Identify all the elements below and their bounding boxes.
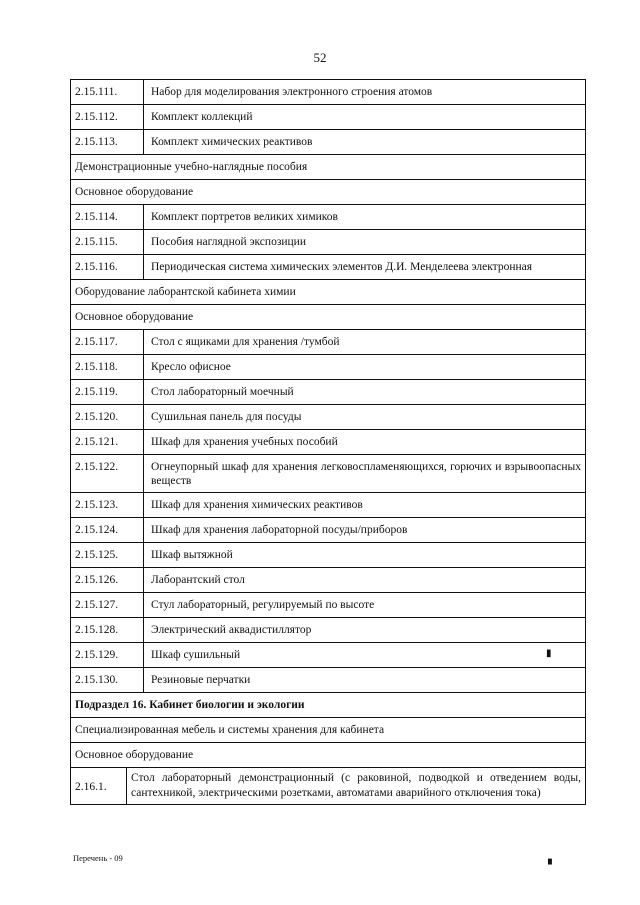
item-description: Лаборантский стол [151, 574, 245, 586]
section-heading: Основное оборудование [75, 749, 194, 761]
item-description: Комплект коллекций [151, 111, 253, 123]
item-code: 2.15.117. [71, 330, 144, 354]
table-row [71, 355, 585, 380]
item-code: 2.15.121. [71, 430, 144, 454]
subsection-heading-row [71, 693, 585, 718]
item-description: Огнеупорный шкаф для хранения легковоспламеняющихся, горючих и взрывоопасных веществ [151, 461, 581, 487]
item-code: 2.15.111. [71, 80, 144, 104]
item-description: Шкаф вытяжной [151, 549, 233, 561]
item-description: Комплект химических реактивов [151, 136, 313, 148]
section-heading: Основное оборудование [75, 186, 194, 198]
table-row [71, 405, 585, 430]
item-description: Шкаф для хранения лабораторной посуды/приборов [151, 524, 408, 536]
item-code: 2.15.114. [71, 205, 144, 229]
item-description: Электрический аквадистиллятор [151, 624, 312, 636]
item-code: 2.15.129. [71, 643, 144, 667]
table-row [71, 430, 585, 455]
subsection-heading: Подраздел 16. Кабинет биологии и экологии [75, 699, 305, 711]
table-row [71, 380, 585, 405]
table-row [71, 618, 585, 643]
item-code: 2.15.118. [71, 355, 144, 379]
section-heading-row [71, 305, 585, 330]
item-code: 2.15.120. [71, 405, 144, 429]
footer-label: Перечень - 09 [73, 853, 123, 863]
item-description: Стул лабораторный, регулируемый по высоте [151, 599, 375, 611]
table-row [71, 455, 585, 493]
item-description: Шкаф для хранения химических реактивов [151, 499, 363, 511]
item-code: 2.15.130. [71, 668, 144, 692]
table-row [71, 255, 585, 280]
item-code: 2.15.125. [71, 543, 144, 567]
section-heading-row [71, 280, 585, 305]
table-row [71, 205, 585, 230]
item-code: 2.15.112. [71, 105, 144, 129]
table-row [71, 518, 585, 543]
section-heading: Демонстрационные учебно-наглядные пособия [75, 161, 308, 173]
item-description: Пособия наглядной экспозиции [151, 236, 306, 248]
item-code: 2.15.127. [71, 593, 144, 617]
item-code: 2.16.1. [71, 768, 127, 804]
item-description: Периодическая система химических элементов Д.И. Менделеева электронная [151, 261, 533, 273]
section-heading: Специализированная мебель и системы хранения для кабинета [75, 724, 385, 736]
item-code: 2.15.124. [71, 518, 144, 542]
page-number: 52 [313, 50, 327, 65]
item-description: Набор для моделирования электронного строения атомов [151, 86, 433, 98]
table-row [71, 80, 585, 105]
section-heading-row [71, 743, 585, 768]
item-code: 2.15.128. [71, 618, 144, 642]
item-code: 2.15.115. [71, 230, 144, 254]
table-row [71, 493, 585, 518]
section-heading-row [71, 180, 585, 205]
item-description: Шкаф сушильный [151, 649, 241, 661]
item-description: Стол лабораторный демонстрационный (с раковиной, подводкой и отведением воды, сантехникой, электрическими розетками, автоматами аварийного отключения тока) [131, 772, 581, 799]
item-description: Стол с ящиками для хранения /тумбой [151, 336, 340, 348]
section-heading-row [71, 155, 585, 180]
table-row [71, 230, 585, 255]
table-row [71, 130, 585, 155]
item-code: 2.15.119. [71, 380, 144, 404]
item-description: Комплект портретов великих химиков [151, 211, 338, 223]
section-heading: Основное оборудование [75, 311, 194, 323]
item-code: 2.15.116. [71, 255, 144, 279]
item-code: 2.15.126. [71, 568, 144, 592]
table-row [71, 105, 585, 130]
item-description: Резиновые перчатки [151, 674, 251, 686]
table-row [71, 768, 585, 805]
item-code: 2.15.113. [71, 130, 144, 154]
section-heading: Оборудование лаборантской кабинета химии [75, 286, 296, 298]
item-description: Сушильная панель для посуды [151, 411, 302, 423]
item-description: Кресло офисное [151, 361, 231, 373]
item-code: 2.15.122. [71, 455, 144, 492]
table-row [71, 568, 585, 593]
table-row [71, 543, 585, 568]
item-description: Стол лабораторный моечный [151, 386, 294, 398]
equipment-table [70, 79, 586, 805]
table-row [71, 593, 585, 618]
item-code: 2.15.123. [71, 493, 144, 517]
section-heading-row [71, 718, 585, 743]
table-row [71, 330, 585, 355]
scan-mark: ▮ [546, 648, 552, 659]
table-row [71, 668, 585, 693]
table-row [71, 643, 585, 668]
scan-mark: ▘ [548, 860, 556, 871]
item-description: Шкаф для хранения учебных пособий [151, 436, 338, 448]
